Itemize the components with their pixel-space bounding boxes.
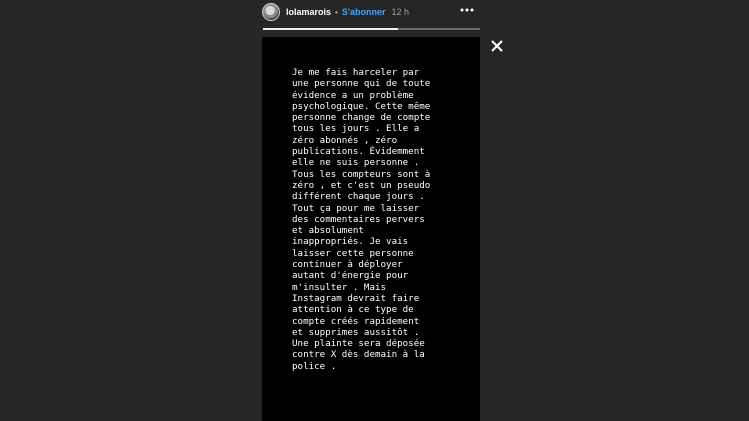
story-progress-fill (263, 28, 398, 30)
story-text: Je me fais harceler par une personne qui de toute évidence a un problème psychologique. Cette même personne change de compte tous les jours . Elle a zéro abonnés , zéro publications. Évidemment elle ne suis personne . Tous les compteurs sont à zéro , et c'est un pseudo différent chaque jours . Tout ça pour me laisser des commentaires pervers et absolument inappropriés. Je vais laisser cette personne continuer à déployer autant d'énergie pour m'insulter . Mais Instagram devrait faire attention à ce type de compte créés rapidement et supprimes aussitôt . Une plainte sera déposée contre X dès demain à la police . (292, 67, 431, 372)
close-icon (487, 36, 507, 56)
follow-button[interactable]: S'abonner (341, 7, 386, 17)
more-horizontal-icon (460, 8, 474, 12)
username[interactable]: lolamarois (286, 7, 332, 17)
user-avatar[interactable] (262, 3, 280, 21)
post-time: 12 h (391, 7, 410, 17)
story-header (262, 1, 482, 23)
close-button[interactable] (487, 36, 507, 56)
story-content[interactable] (262, 37, 480, 421)
story-progress-bar (263, 28, 480, 30)
separator-dot: • (335, 7, 338, 17)
more-options-button[interactable] (457, 1, 477, 19)
